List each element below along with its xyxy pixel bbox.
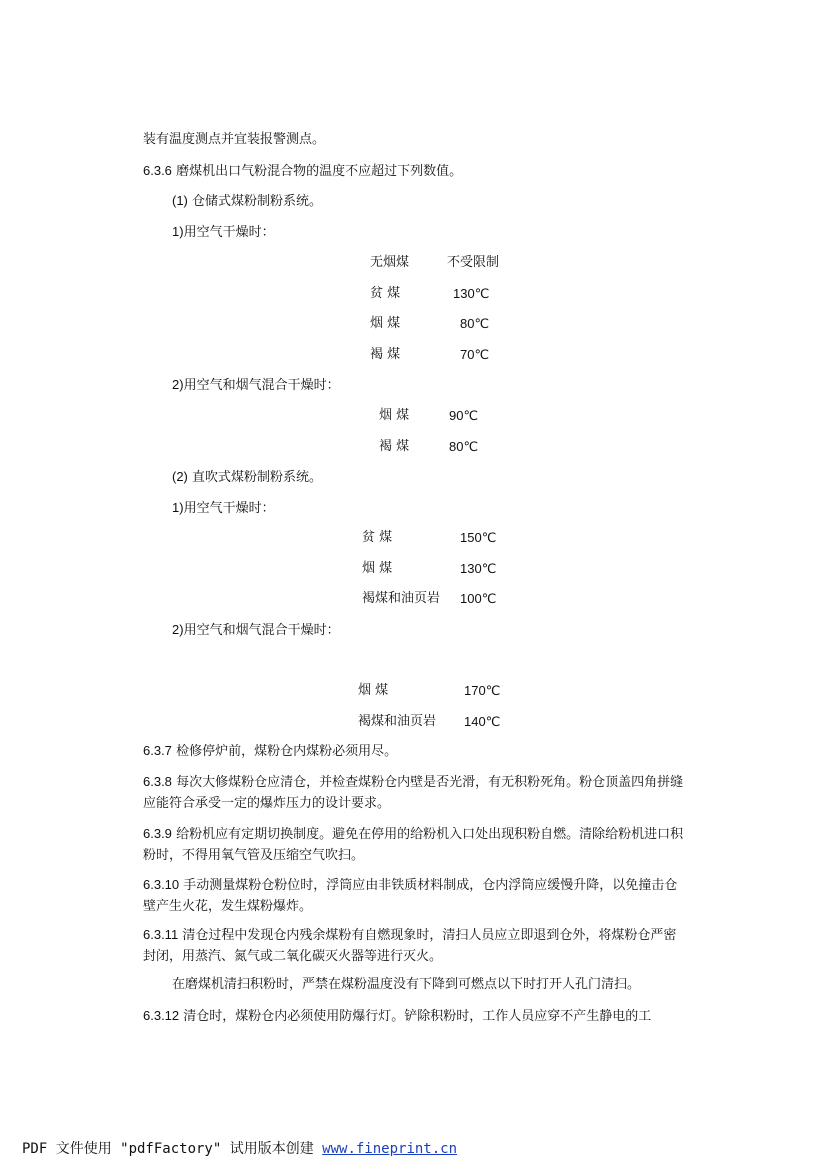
- pdf-footer: [22, 1138, 457, 1158]
- system-1-mixed-drying: [172, 376, 340, 395]
- item-text: 直吹式煤粉制粉系统。: [192, 470, 323, 485]
- clause-text: 清仓过程中发现仓内残余煤粉有自燃现象时，清扫人员应立即退到仓外，将煤粉仓严密封闭，用蒸汽、氮气或二氧化碳灭火器等进行灭火。: [143, 928, 677, 964]
- clause-text: 给粉机应有定期切换制度。避免在停用的给粉机入口处出现积粉自燃。清除给粉机进口积粉时，不得用氧气管及压缩空气吹扫。: [143, 827, 684, 863]
- item-text: 用空气干燥时：: [183, 225, 275, 240]
- clause-number: 6.3.8: [143, 774, 172, 789]
- clause-text: 手动测量煤粉仓粉位时，浮筒应由非铁质材料制成，仓内浮筒应缓慢升降，以免撞击仓壁产生火花，发生煤粉爆炸。: [143, 878, 678, 914]
- clause-6-3-12: [143, 1007, 651, 1026]
- system-1-heading: [172, 192, 322, 211]
- clause-6-3-11: [143, 924, 688, 967]
- item-text: 仓储式煤粉制粉系统。: [192, 194, 323, 209]
- temperature-limit: 170℃: [464, 683, 501, 698]
- coal-type: 烟 煤: [358, 683, 389, 698]
- system-2-mixed-drying: [172, 621, 340, 640]
- clause-text: 每次大修煤粉仓应清仓，并检查煤粉仓内壁是否光滑，有无积粉死角。粉仓顶盖四角拼缝应能符合承受一定的爆炸压力的设计要求。: [143, 775, 684, 811]
- clause-number: 6.3.12: [143, 1008, 180, 1023]
- clause-6-3-6: [143, 162, 462, 181]
- item-label: 1): [172, 500, 184, 515]
- coal-type: 贫 煤: [370, 286, 401, 301]
- clause-6-3-9: [143, 823, 688, 866]
- coal-type: 褐 煤: [379, 439, 410, 454]
- footer-text: PDF 文件使用 "pdfFactory" 试用版本创建: [22, 1141, 323, 1157]
- clause-number: 6.3.11: [143, 927, 179, 942]
- coal-type: 褐煤和油页岩: [362, 591, 441, 606]
- system-2-air-drying: [172, 499, 275, 518]
- clause-6-3-8: [143, 771, 688, 814]
- coal-type: 褐煤和油页岩: [358, 714, 437, 729]
- temperature-limit: 不受限制: [447, 255, 500, 270]
- footer-link[interactable]: www.fineprint.cn: [322, 1141, 458, 1157]
- item-label: 2): [172, 377, 184, 392]
- item-text: 用空气和烟气混合干燥时：: [183, 378, 340, 393]
- system-1-air-drying: [172, 223, 275, 242]
- clause-6-3-7: [143, 742, 397, 761]
- temperature-limit: 80℃: [460, 316, 490, 331]
- clause-number: 6.3.10: [143, 877, 180, 892]
- clause-number: 6.3.7: [143, 743, 172, 758]
- coal-type: 褐 煤: [370, 347, 401, 362]
- item-label: 2): [172, 622, 184, 637]
- clause-number: 6.3.9: [143, 826, 172, 841]
- coal-type: 无烟煤: [370, 255, 410, 270]
- coal-type: 烟 煤: [379, 408, 410, 423]
- temperature-limit: 90℃: [449, 408, 479, 423]
- item-text: 用空气干燥时：: [183, 501, 275, 516]
- grinder-cleaning-paragraph: 在磨煤机清扫积粉时，严禁在煤粉温度没有下降到可燃点以下时打开人孔门清扫。: [172, 977, 641, 992]
- item-label: (2): [172, 469, 188, 484]
- temperature-limit: 140℃: [464, 714, 501, 729]
- coal-type: 烟 煤: [370, 316, 401, 331]
- temperature-limit: 130℃: [460, 561, 497, 576]
- clause-number: 6.3.6: [143, 163, 172, 178]
- temperature-limit: 80℃: [449, 439, 479, 454]
- temperature-limit: 150℃: [460, 530, 497, 545]
- item-text: 用空气和烟气混合干燥时：: [183, 623, 340, 638]
- temperature-limit: 70℃: [460, 347, 490, 362]
- coal-type: 贫 煤: [362, 530, 393, 545]
- continued-line: 装有温度测点并宜装报警测点。: [143, 132, 326, 147]
- clause-text: 清仓时，煤粉仓内必须使用防爆行灯。铲除积粉时，工作人员应穿不产生静电的工: [183, 1009, 652, 1024]
- temperature-limit: 130℃: [453, 286, 490, 301]
- item-label: (1): [172, 193, 188, 208]
- clause-text: 磨煤机出口气粉混合物的温度不应超过下列数值。: [176, 164, 463, 179]
- temperature-limit: 100℃: [460, 591, 497, 606]
- system-2-heading: [172, 468, 322, 487]
- coal-type: 烟 煤: [362, 561, 393, 576]
- item-label: 1): [172, 224, 184, 239]
- clause-text: 检修停炉前，煤粉仓内煤粉必须用尽。: [176, 744, 398, 759]
- clause-6-3-10: [143, 874, 688, 917]
